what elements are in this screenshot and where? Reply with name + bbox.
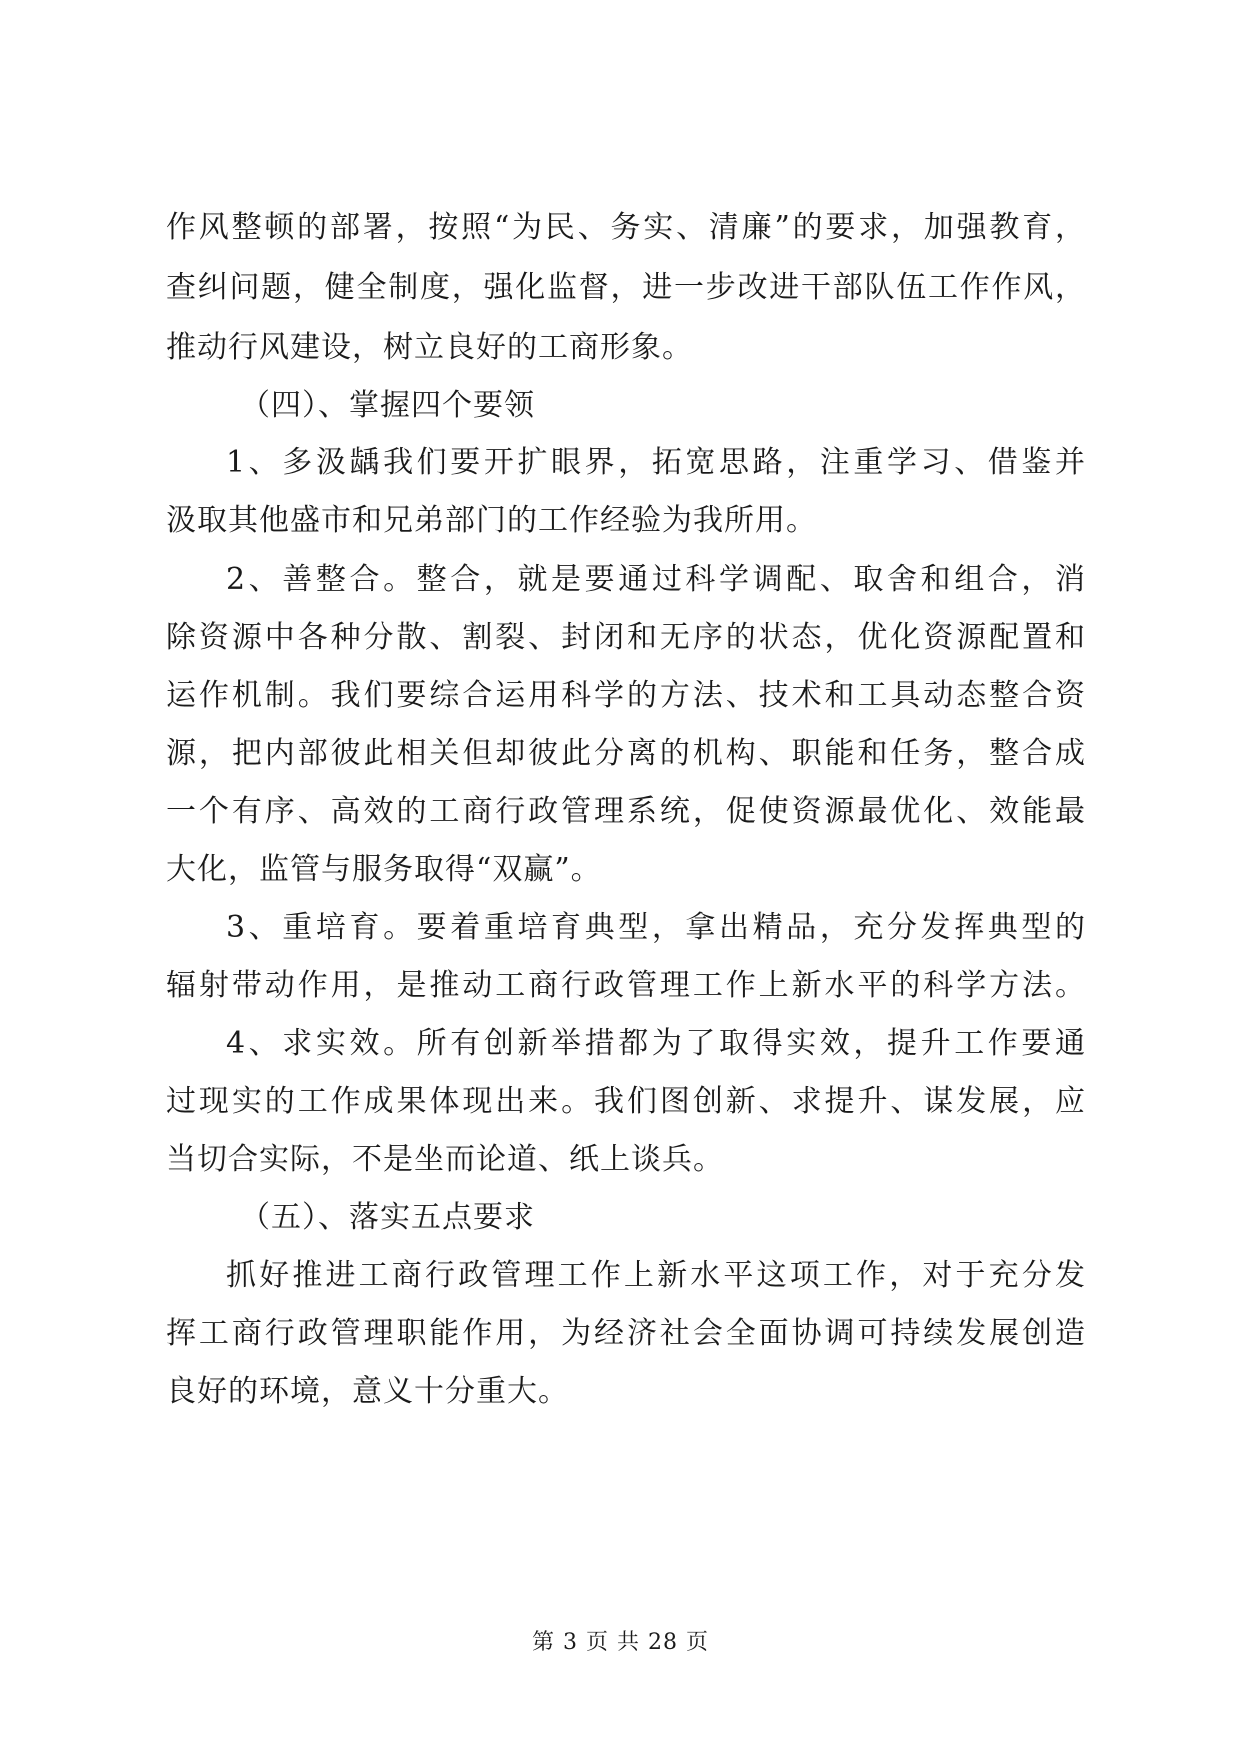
body-text-line: 大化，监管与服务取得“双赢”。 (166, 852, 602, 887)
body-text-line: 运作机制。我们要综合运用科学的方法、技术和工具动态整合资 (166, 678, 1086, 713)
body-text-line: 1、多汲龋我们要开扩眼界，拓宽思路，注重学习、借鉴并 (226, 445, 1086, 480)
body-text-line: 3、重培育。要着重培育典型，拿出精品，充分发挥典型的 (226, 910, 1086, 945)
body-text-line: 抓好推进工商行政管理工作上新水平这项工作，对于充分发 (226, 1258, 1086, 1293)
body-text-line: 作风整顿的部署，按照“为民、务实、清廉”的要求，加强教育， (166, 210, 1086, 245)
body-text-line: 当切合实际，不是坐而论道、纸上谈兵。 (166, 1142, 724, 1177)
body-text-line: 推动行风建设，树立良好的工商形象。 (166, 330, 693, 365)
body-text-line: 良好的环境，意义十分重大。 (166, 1374, 569, 1409)
section-heading-five: （五）、落实五点要求 (240, 1200, 535, 1235)
page-number-footer: 第 3 页 共 28 页 (532, 1630, 709, 1655)
body-text-line: 查纠问题，健全制度，强化监督，进一步改进干部队伍工作作风， (166, 270, 1086, 305)
body-text-line: 辐射带动作用，是推动工商行政管理工作上新水平的科学方法。 (166, 968, 1086, 1003)
section-heading-four: （四）、掌握四个要领 (240, 388, 535, 423)
body-text-line: 除资源中各种分散、割裂、封闭和无序的状态，优化资源配置和 (166, 620, 1086, 655)
body-text-line: 挥工商行政管理职能作用，为经济社会全面协调可持续发展创造 (166, 1316, 1086, 1351)
body-text-line: 源，把内部彼此相关但却彼此分离的机构、职能和任务，整合成 (166, 736, 1086, 771)
body-text-line: 过现实的工作成果体现出来。我们图创新、求提升、谋发展，应 (166, 1084, 1086, 1119)
body-text-line: 4、求实效。所有创新举措都为了取得实效，提升工作要通 (226, 1026, 1086, 1061)
body-text-line: 一个有序、高效的工商行政管理系统，促使资源最优化、效能最 (166, 794, 1086, 829)
body-text-line: 汲取其他盛市和兄弟部门的工作经验为我所用。 (166, 503, 817, 538)
body-text-line: 2、善整合。整合，就是要通过科学调配、取舍和组合，消 (226, 562, 1086, 597)
